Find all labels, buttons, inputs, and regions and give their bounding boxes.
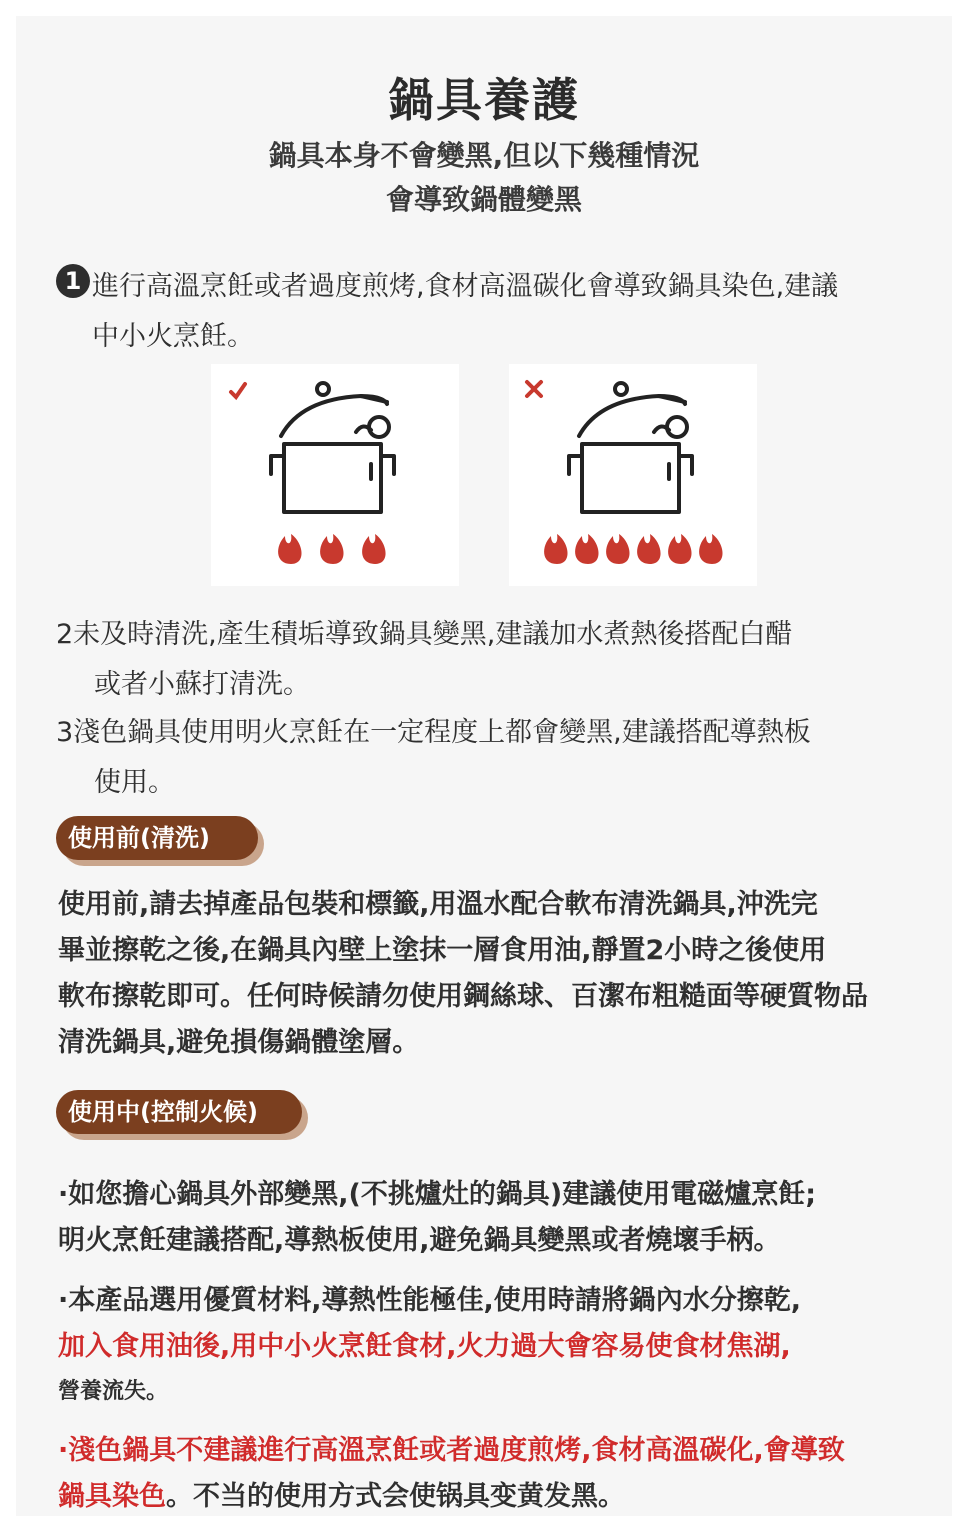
- illustration-high-heat: [509, 364, 757, 586]
- check-icon: [231, 384, 245, 397]
- during-p2-line-3: 營養流失。: [58, 1379, 169, 1404]
- illustration-low-heat: [211, 364, 459, 586]
- tip1-line-1: 進行高溫烹飪或者過度煎烤,食材高溫碳化會導致鍋具染色,建議: [92, 271, 839, 302]
- during-p2-line-1: ·本產品選用優質材料,導熱性能極佳,使用時請將鍋內水分擦乾,: [58, 1285, 802, 1316]
- before-use-line-4: 清洗鍋具,避免損傷鍋體塗層。: [58, 1027, 420, 1058]
- subtitle-line-2: 會導致鍋體變黑: [385, 183, 582, 216]
- flame-icon: [278, 534, 301, 564]
- flame-icon: [575, 534, 598, 564]
- during-use-badge: 使用中(控制火候): [56, 1090, 302, 1134]
- during-p3-line-2: [58, 1474, 625, 1513]
- pot-icon: [569, 383, 692, 512]
- tip3-line-2: 使用。: [94, 767, 175, 798]
- during-p1-line-1: ·如您擔心鍋具外部變黑,(不挑爐灶的鍋具)建議使用電磁爐烹飪;: [58, 1179, 816, 1210]
- flame-icon: [699, 534, 722, 564]
- tip3-line-1: 3淺色鍋具使用明火烹飪在一定程度上都會變黑,建議搭配導熱板: [56, 717, 811, 748]
- pot-high-heat-illustration: [509, 364, 757, 586]
- flame-icons: [544, 534, 722, 564]
- during-p2-line-2-warning: 加入食用油後,用中小火烹飪食材,火力過大會容易使食材焦湖,: [58, 1331, 791, 1362]
- tip2-line-1: 2未及時清洗,產生積垢導致鍋具變黑,建議加水煮熱後搭配白醋: [56, 619, 793, 650]
- pot-low-heat-illustration: [211, 364, 459, 586]
- during-p3-red-text: 鍋具染色: [58, 1481, 166, 1512]
- before-use-line-3: 軟布擦乾即可。任何時候請勿使用鋼絲球、百潔布粗糙面等硬質物品: [58, 981, 868, 1012]
- during-p1-line-2: 明火烹飪建議搭配,導熱板使用,避免鍋具變黑或者燒壞手柄。: [58, 1225, 781, 1256]
- flame-icon: [544, 534, 567, 564]
- before-use-badge: 使用前(清洗): [56, 816, 258, 860]
- tip1-line-2: 中小火烹飪。: [92, 321, 254, 352]
- flame-icon: [668, 534, 691, 564]
- flame-icon: [637, 534, 660, 564]
- during-p3-rest-text: 。不当的使用方式会使锅具变黄发黑。: [166, 1481, 625, 1512]
- before-use-line-1: 使用前,請去掉產品包裝和標籤,用溫水配合軟布清洗鍋具,沖洗完: [58, 889, 818, 920]
- pot-icon: [271, 383, 394, 512]
- before-use-line-2: 畢並擦乾之後,在鍋具內壁上塗抹一層食用油,靜置2小時之後使用: [58, 935, 827, 966]
- tip-number-badge: 1: [56, 264, 90, 298]
- subtitle-line-1: 鍋具本身不會變黑,但以下幾種情況: [268, 139, 700, 172]
- flame-icon: [362, 534, 385, 564]
- flame-icon: [606, 534, 629, 564]
- flame-icon: [320, 534, 343, 564]
- cross-icon: [527, 382, 541, 396]
- flame-icons: [278, 534, 385, 564]
- tip2-line-2: 或者小蘇打清洗。: [94, 669, 310, 700]
- page-title: 鍋具養護: [388, 73, 580, 127]
- during-p3-line-1-warning: ·淺色鍋具不建議進行高溫烹飪或者過度煎烤,食材高溫碳化,會導致: [58, 1435, 845, 1466]
